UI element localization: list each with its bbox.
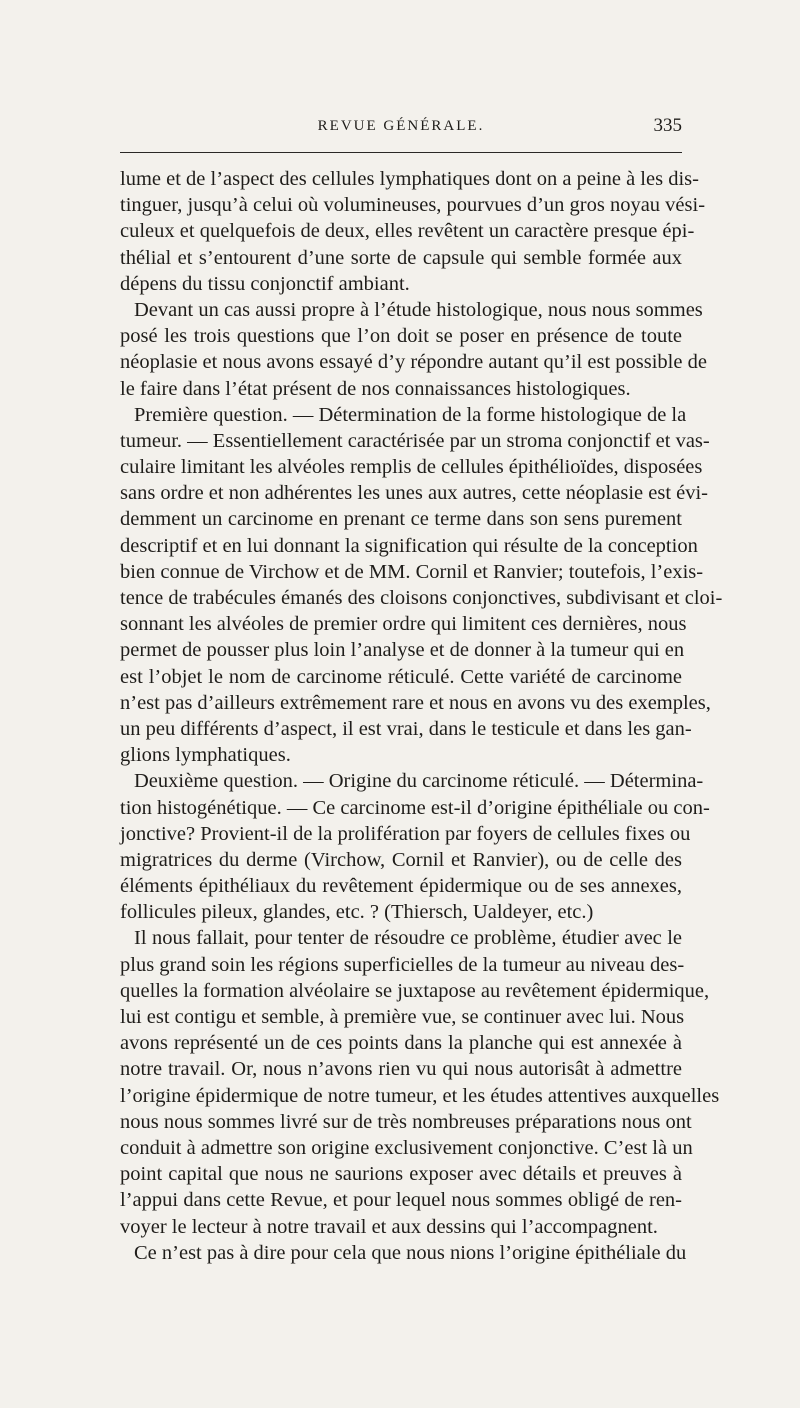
text-line: n’est pas d’ailleurs extrêmement rare et nous en avons vu des exemples, <box>120 691 711 714</box>
text-line: voyer le lecteur à notre travail et aux dessins qui l’accompagnent. <box>120 1215 658 1238</box>
text-line: jonctive? Provient-il de la prolifération par foyers de cellules fixes ou <box>120 822 691 845</box>
text-line: posé les trois questions que l’on doit se poser en présence de toute <box>120 325 682 348</box>
text-line: avons représenté un de ces points dans la planche qui est annexée à <box>120 1032 682 1055</box>
text-line: Il nous fallait, pour tenter de résoudre ce problème, étudier avec le <box>134 927 682 950</box>
text-line: tion histogénétique. — Ce carcinome est-il d’origine épithéliale ou con- <box>120 796 710 819</box>
header-rule <box>120 152 682 153</box>
text-line: dépens du tissu conjonctif ambiant. <box>120 272 410 295</box>
body-text <box>120 166 723 1266</box>
text-line: lume et de l’aspect des cellules lymphatiques dont on a peine à les dis- <box>120 168 699 190</box>
text-line: Deuxième question. — Origine du carcinome réticulé. — Détermina- <box>134 770 704 793</box>
running-head: REVUE GÉNÉRALE. <box>317 118 485 134</box>
text-line: conduit à admettre son origine exclusivement conjonctive. C’est là un <box>120 1136 693 1159</box>
text-line: tumeur. — Essentiellement caractérisée par un stroma conjonctif et vas- <box>120 429 710 452</box>
text-line: culeux et quelquefois de deux, elles revêtent un caractère presque épi- <box>120 220 695 243</box>
text-line: permet de pousser plus loin l’analyse et de donner à la tumeur qui en <box>120 639 685 662</box>
text-line: sonnant les alvéoles de premier ordre qui limitent ces dernières, nous <box>120 613 687 636</box>
text-line: sans ordre et non adhérentes les unes aux autres, cette néoplasie est évi- <box>120 482 709 505</box>
text-line: néoplasie et nous avons essayé d’y répondre autant qu’il est possible de <box>120 351 707 374</box>
text-line: tence de trabécules émanés des cloisons conjonctives, subdivisant et cloi- <box>120 587 723 609</box>
text-line: est l’objet le nom de carcinome réticulé. Cette variété de carcinome <box>120 665 682 688</box>
text-line: Première question. — Détermination de la forme histologique de la <box>134 403 687 426</box>
text-line: demment un carcinome en prenant ce terme dans son sens purement <box>120 508 682 531</box>
text-line: glions lymphatiques. <box>120 744 291 767</box>
text-line: Ce n’est pas à dire pour cela que nous nions l’origine épithéliale du <box>134 1241 687 1264</box>
text-line: quelles la formation alvéolaire se juxtapose au revêtement épidermique, <box>120 979 710 1002</box>
page-header <box>120 115 682 139</box>
text-line: Devant un cas aussi propre à l’étude histologique, nous nous sommes <box>134 298 703 321</box>
text-line: migratrices du derme (Virchow, Cornil et Ranvier), ou de celle des <box>120 848 682 871</box>
text-line: notre travail. Or, nous n’avons rien vu qui nous autorisât à admettre <box>120 1058 682 1081</box>
text-line: l’origine épidermique de notre tumeur, et les études attentives auxquelles <box>120 1084 720 1107</box>
text-line: un peu différents d’aspect, il est vrai, dans le testicule et dans les gan- <box>120 717 692 740</box>
text-line: plus grand soin les régions superficielles de la tumeur au niveau des- <box>120 953 685 976</box>
text-line: follicules pileux, glandes, etc. ? (Thiersch, Ualdeyer, etc.) <box>120 901 594 924</box>
text-line: bien connue de Virchow et de MM. Cornil et Ranvier; toutefois, l’exis- <box>120 560 704 583</box>
text-line: lui est contigu et semble, à première vue, se continuer avec lui. Nous <box>120 1006 685 1028</box>
page-number: 335 <box>653 115 682 136</box>
text-line: l’appui dans cette Revue, et pour lequel nous sommes obligé de ren- <box>120 1189 682 1212</box>
text-line: éléments épithéliaux du revêtement épidermique ou de ses annexes, <box>120 875 682 898</box>
text-line: le faire dans l’état présent de nos connaissances histologiques. <box>120 377 631 400</box>
text-line: thélial et s’entourent d’une sorte de capsule qui semble formée aux <box>120 246 682 269</box>
text-line: point capital que nous ne saurions exposer avec détails et preuves à <box>120 1163 682 1186</box>
text-line: culaire limitant les alvéoles remplis de cellules épithélioïdes, disposées <box>120 456 703 479</box>
text-line: nous nous sommes livré sur de très nombreuses préparations nous ont <box>120 1110 692 1133</box>
text-line: descriptif et en lui donnant la signification qui résulte de la conception <box>120 534 698 557</box>
text-line: tinguer, jusqu’à celui où volumineuses, pourvues d’un gros noyau vési- <box>120 194 706 217</box>
